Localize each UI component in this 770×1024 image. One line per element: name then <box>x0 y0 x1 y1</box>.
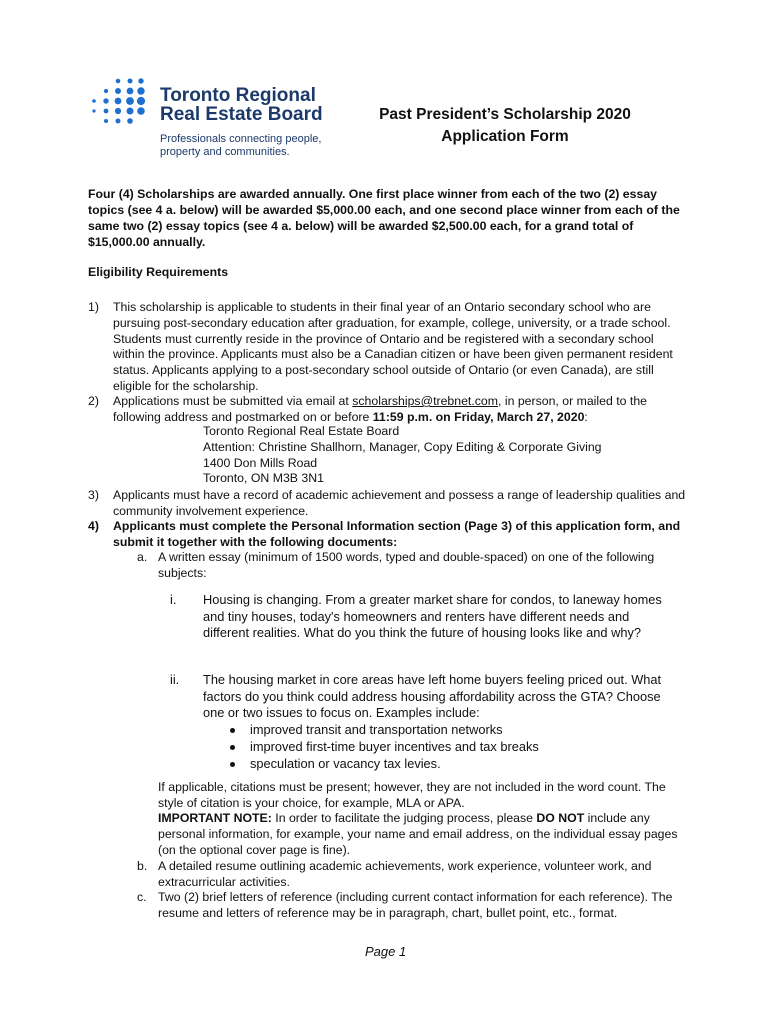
requirement-number: 2) <box>88 394 99 408</box>
essay-topic-1 <box>170 592 670 642</box>
address-line: Toronto, ON M3B 3N1 <box>203 471 324 486</box>
topic-label: ii. <box>170 672 180 687</box>
trreb-logo <box>88 76 328 162</box>
eligibility-heading: Eligibility Requirements <box>88 265 229 279</box>
item-label: c. <box>137 890 147 904</box>
requirement-1 <box>88 300 688 395</box>
requirement-number: 1) <box>88 300 99 314</box>
requirement-number: 4) <box>88 519 99 533</box>
requirement-number: 3) <box>88 488 99 502</box>
logo-tagline-line1: Professionals connecting people, <box>160 133 322 145</box>
address-line: 1400 Don Mills Road <box>203 455 318 470</box>
logo-name-line2: Real Estate Board <box>160 104 323 125</box>
logo-name-line1: Toronto Regional <box>160 85 316 106</box>
mailing-address <box>203 424 602 487</box>
item-label: b. <box>137 859 148 873</box>
document-title <box>345 104 665 148</box>
address-line: Toronto Regional Real Estate Board <box>203 424 400 438</box>
topic-text: Housing is changing. From a greater market share for condos, to laneway homes and tiny houses, today's homeowners and renters have different needs and different realities. What do you think the future of housing looks like and why? <box>203 592 662 641</box>
requirement-text: Applicants must complete the Personal Information section (Page 3) of this application form, and submit it together with the following documents: <box>113 519 681 549</box>
requirement-text-part: : <box>584 409 588 424</box>
logo-dots-icon <box>88 76 154 132</box>
example-bullet <box>230 756 441 773</box>
item-text: A detailed resume outlining academic achievements, work experience, volunteer work, and extracurricular activities. <box>158 859 652 889</box>
document-item-c <box>137 890 677 922</box>
document-item-b <box>137 859 677 891</box>
requirement-3 <box>88 488 688 520</box>
document-item-a <box>137 550 657 582</box>
scholarship-email-link[interactable]: scholarships@trebnet.com <box>352 394 498 408</box>
address-line: Attention: Christine Shallhorn, Manager, Copy Editing & Corporate Giving <box>203 439 602 454</box>
bullet-icon <box>230 728 235 733</box>
important-note-text: In order to facilitate the judging process, please <box>271 811 537 825</box>
item-text: A written essay (minimum of 1500 words, typed and double-spaced) on one of the following subjects: <box>158 550 655 580</box>
bullet-icon <box>230 745 235 750</box>
logo-tagline <box>160 133 321 159</box>
requirement-4 <box>88 519 688 551</box>
bullet-text: speculation or vacancy tax levies. <box>250 756 441 771</box>
item-text: Two (2) brief letters of reference (including current contact information for each reference). The resume and letters of reference may be in paragraph, chart, bullet point, etc., format. <box>158 890 673 920</box>
important-note-text: include any personal information, for example, your name and email address, on the individual essay pages (on the optional cover page is fine). <box>158 811 678 857</box>
important-note-emphasis: DO NOT <box>536 811 585 825</box>
citations-paragraph: If applicable, citations must be present; however, they are not included in the word count. The style of citation is your choice, for example, MLA or APA. <box>158 780 666 810</box>
title-line2: Application Form <box>441 128 569 145</box>
submission-deadline: 11:59 p.m. on Friday, March 27, 2020 <box>372 409 585 424</box>
requirement-text-part: , in person, or mailed to the following address and postmarked on or before <box>113 394 648 424</box>
topic-label: i. <box>170 592 177 607</box>
requirement-text <box>113 394 688 426</box>
bullet-icon <box>230 762 235 767</box>
example-bullet <box>230 722 503 739</box>
topic-text: The housing market in core areas have left home buyers feeling priced out. What factors do you think could address housing affordability across the GTA? Choose one or two issues to focus on. Examples include: <box>203 672 662 721</box>
important-note <box>158 811 678 858</box>
bullet-text: improved first-time buyer incentives and tax breaks <box>250 739 539 754</box>
logo-name <box>160 86 323 124</box>
requirement-text: Applicants must have a record of academic achievement and possess a range of leadership qualities and community involvement experience. <box>113 488 686 518</box>
essay-topic-2 <box>170 672 670 722</box>
intro-paragraph: Four (4) Scholarships are awarded annually. One first place winner from each of the two (2) essay topics (see 4 a. below) will be awarded $5,000.00 each, and one second place winner from each of the same two (2) essay topics (see 4 a. below) will be awarded $2,500.00 each, for a grand total of $15,000.00 annually. <box>88 187 680 249</box>
title-line1: Past President’s Scholarship 2020 <box>379 106 631 123</box>
page-number: Page 1 <box>365 944 407 959</box>
example-bullet <box>230 739 539 756</box>
requirement-2 <box>88 394 688 426</box>
item-label: a. <box>137 550 148 564</box>
requirement-text: This scholarship is applicable to students in their final year of an Ontario secondary school who are pursuing post-secondary education after graduation, for example, college, university, or a trade school. Students must currently reside in the province of Ontario and be registered with a secondary school within the province. Applicants must also be a Canadian citizen or have been given permanent resident status. Applicants applying to a post-secondary school outside of Ontario (or even Canada), are still eligible for the scholarship. <box>113 300 673 393</box>
important-note-label: IMPORTANT NOTE: <box>158 811 272 825</box>
requirement-text-part: Applications must be submitted via email at <box>113 394 353 408</box>
bullet-text: improved transit and transportation networks <box>250 722 503 737</box>
logo-tagline-line2: property and communities. <box>160 146 290 158</box>
